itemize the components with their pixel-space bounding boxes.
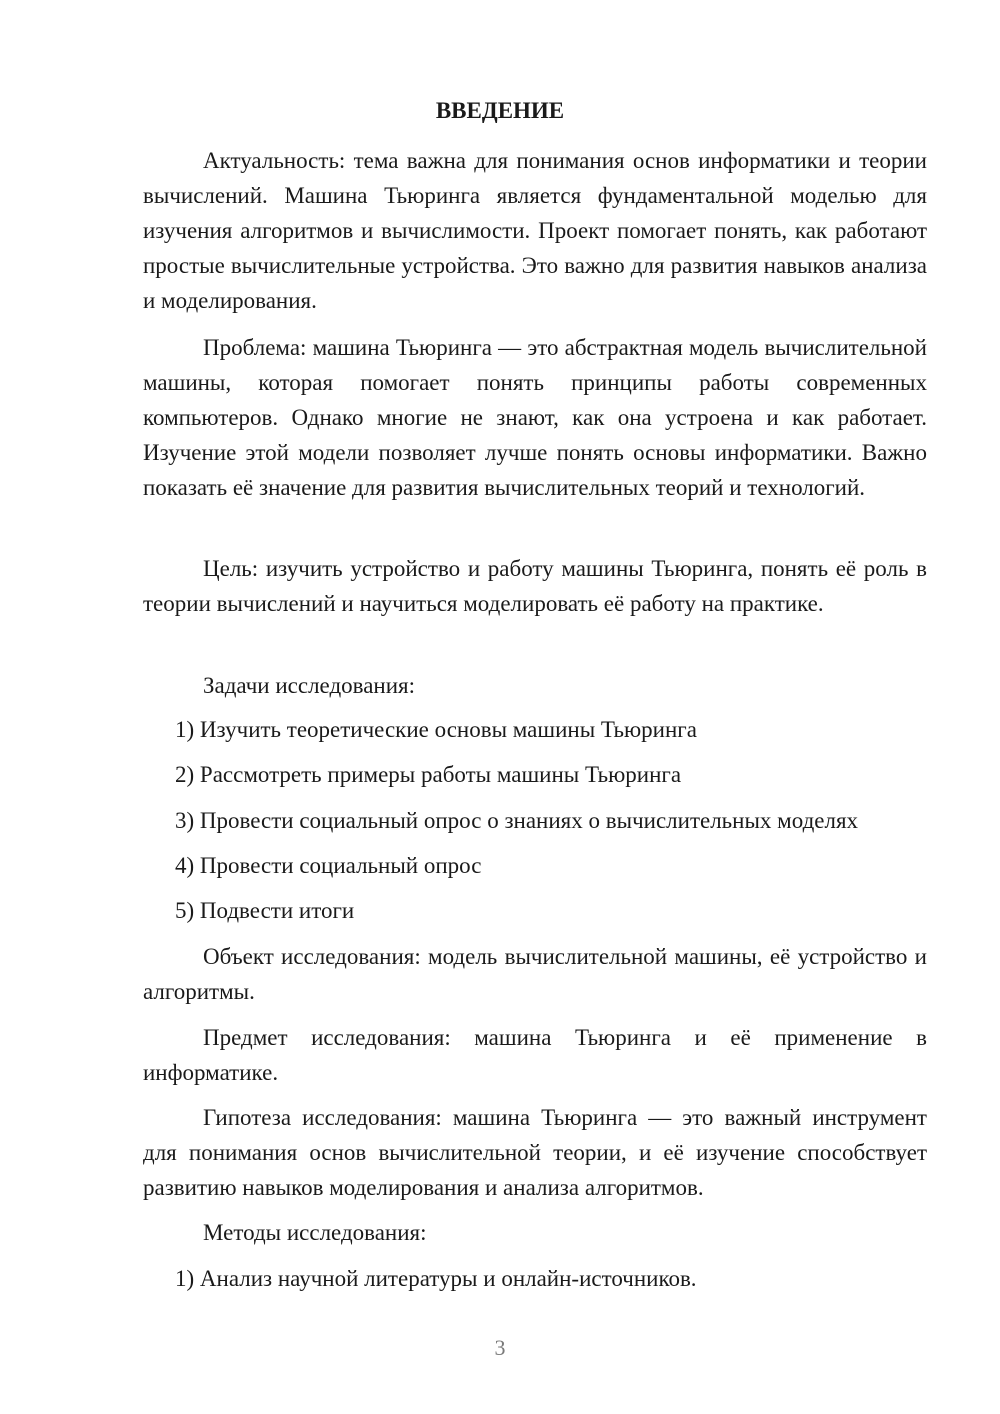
tasks-heading: Задачи исследования:	[203, 673, 416, 698]
task-item: 1) Изучить теоретические основы машины Тьюринга	[175, 717, 697, 742]
hypothesis-paragraph: Гипотеза исследования: машина Тьюринга — это важный инструмент для понимания основ вычислительной теории, и её изучение способствует развитию навыков моделирования и анализа алгоритмов.	[143, 1105, 927, 1200]
problem-paragraph: Проблема: машина Тьюринга — это абстрактная модель вычислительной машины, которая помогает понять принципы работы современных компьютеров. Однако многие не знают, как она устроена и как работает. Изучение этой модели позволяет лучше понять основы информатики. Важно показать её значение для развития вычислительных теорий и технологий.	[143, 335, 927, 500]
methods-heading: Методы исследования:	[203, 1220, 427, 1245]
object-paragraph: Объект исследования: модель вычислительной машины, её устройство и алгоритмы.	[143, 944, 927, 1004]
subject-paragraph: Предмет исследования: машина Тьюринга и её применение в информатике.	[143, 1025, 927, 1085]
task-item: 5) Подвести итоги	[175, 898, 355, 923]
page-number: 3	[494, 1335, 506, 1360]
goal-paragraph: Цель: изучить устройство и работу машины Тьюринга, понять её роль в теории вычислений и научиться моделировать её работу на практике.	[143, 556, 927, 616]
page-title: ВВЕДЕНИЕ	[435, 98, 565, 123]
task-item: 3) Провести социальный опрос о знаниях о вычислительных моделях	[175, 808, 859, 833]
method-item: 1) Анализ научной литературы и онлайн-источников.	[175, 1266, 697, 1291]
task-item: 4) Провести социальный опрос	[175, 853, 482, 878]
relevance-paragraph: Актуальность: тема важна для понимания основ информатики и теории вычислений. Машина Тьюринга является фундаментальной моделью для изучения алгоритмов и вычислимости. Проект помогает понять, как работают простые вычислительные устройства. Это важно для развития навыков анализа и моделирования.	[143, 148, 927, 313]
task-item: 2) Рассмотреть примеры работы машины Тьюринга	[175, 762, 682, 787]
